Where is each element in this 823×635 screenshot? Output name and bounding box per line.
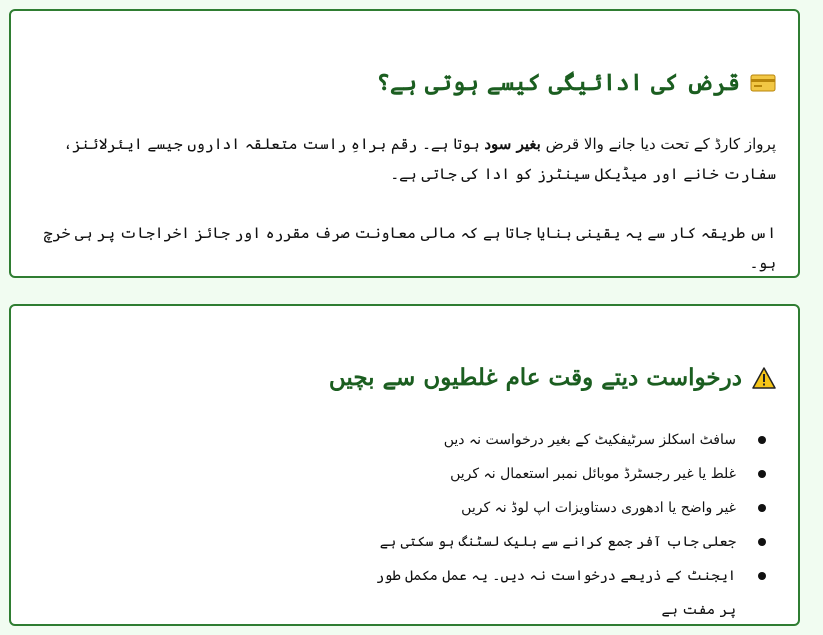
list-item-text: سافٹ اسکلز سرٹیفکیٹ کے بغیر درخواست نہ دیں — [443, 432, 736, 448]
bullet-icon — [758, 504, 766, 512]
list-item — [376, 525, 776, 559]
list-item — [376, 423, 776, 457]
mistakes-heading — [329, 364, 776, 391]
list-item-text: غیر واضح یا ادھوری دستاویزات اپ لوڈ نہ کریں — [461, 500, 736, 516]
mistakes-list — [376, 423, 776, 618]
credit-card-icon — [750, 73, 776, 93]
list-item — [376, 491, 776, 525]
list-item — [376, 559, 776, 618]
bullet-icon — [758, 572, 766, 580]
mistakes-heading-text: درخواست دیتے وقت عام غلطیوں سے بچیں — [328, 364, 742, 391]
bullet-icon — [758, 436, 766, 444]
list-item — [376, 457, 776, 491]
bullet-icon — [758, 470, 766, 478]
interest-free-bold: بغیر سود — [484, 135, 541, 153]
repayment-card — [9, 9, 800, 278]
repayment-paragraph-1 — [33, 129, 776, 189]
mistakes-card — [9, 304, 800, 626]
para1-text-before: پرواز کارڈ کے تحت دیا جانے والا قرض — [540, 135, 776, 153]
bullet-icon — [758, 538, 766, 546]
para1-text-after: ہوتا ہے۔ رقم براہِ راست متعلقہ اداروں جیسے ایئرلائنز، سفارت خانے اور میڈیکل سینٹرز کو ادا کی جاتی ہے۔ — [63, 135, 776, 183]
repayment-paragraph-2: اس طریقہ کار سے یہ یقینی بنایا جاتا ہے کہ مالی معاونت صرف مقررہ اور جائز اخراجات پر ہی خرچ ہو۔ — [43, 224, 776, 272]
warning-icon — [752, 367, 776, 389]
list-item-text: غلط یا غیر رجسٹرڈ موبائل نمبر استعمال نہ کریں — [450, 466, 736, 482]
repayment-heading-text: قرض کی ادائیگی کیسے ہوتی ہے؟ — [376, 69, 740, 96]
repayment-heading — [377, 69, 776, 96]
list-item-text: جعلی جاب آفر جمع کرانے سے بلیک لسٹنگ ہو سکتی ہے — [379, 534, 736, 550]
list-item-text: ایجنٹ کے ذریعے درخواست نہ دیں۔ یہ عمل مکمل طور پر مفت ہے — [376, 568, 736, 618]
